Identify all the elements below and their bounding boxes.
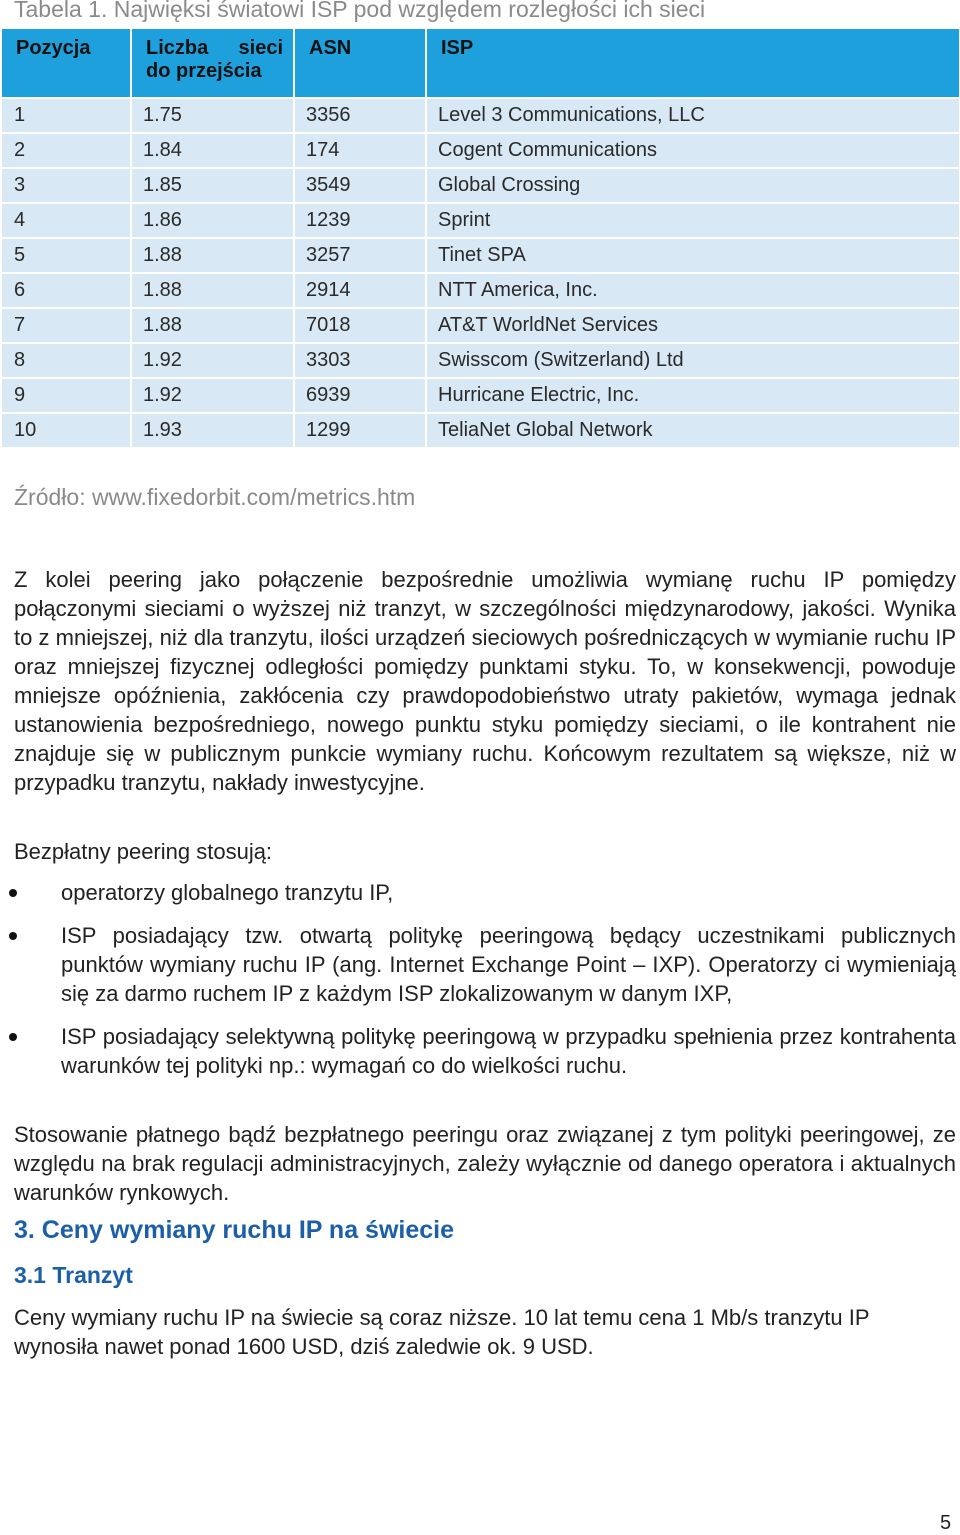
- cell-position: 6: [2, 274, 130, 307]
- table-row: [2, 414, 959, 447]
- subsection-heading: 3.1 Tranzyt: [14, 1262, 133, 1288]
- cell-hops: 1.84: [132, 134, 293, 167]
- header-hops-word1: Liczba: [146, 37, 209, 59]
- header-hops: [132, 29, 293, 97]
- cell-asn: 1239: [295, 204, 425, 237]
- cell-isp: AT&T WorldNet Services: [427, 309, 959, 342]
- header-hops-word2: sieci: [238, 37, 283, 59]
- bullet-icon: [9, 932, 17, 940]
- cell-asn: 3303: [295, 344, 425, 377]
- bullet-icon: [9, 1033, 17, 1041]
- table-row: [2, 134, 959, 167]
- bullet-list: [0, 878, 956, 1094]
- cell-isp: Level 3 Communications, LLC: [427, 99, 959, 132]
- table-row: [2, 274, 959, 307]
- list-item-text: ISP posiadający tzw. otwartą politykę peeringową będący uczestnikami publicznych punktów wymiany ruchu IP (ang. Internet Exchange Point – IXP). Operatorzy ci wymieniają się za darmo ruchem IP z każdym ISP zlokalizowanym w danym IXP,: [61, 923, 956, 1006]
- cell-hops: 1.93: [132, 414, 293, 447]
- cell-position: 7: [2, 309, 130, 342]
- page-number: 5: [940, 1512, 952, 1534]
- list-item: [0, 921, 956, 1008]
- header-hops-line2: do przejścia: [146, 60, 262, 82]
- bullet-icon: [9, 889, 17, 897]
- table-header-row: [2, 29, 959, 97]
- paragraph-transit-prices: Ceny wymiany ruchu IP na świecie są coraz niższe. 10 lat temu cena 1 Mb/s tranzytu IP wynosiła nawet ponad 1600 USD, dziś zaledwie ok. 9 USD.: [14, 1305, 870, 1359]
- list-item-text: operatorzy globalnego tranzytu IP,: [61, 880, 394, 905]
- cell-hops: 1.88: [132, 239, 293, 272]
- cell-position: 4: [2, 204, 130, 237]
- cell-position: 2: [2, 134, 130, 167]
- cell-isp: Swisscom (Switzerland) Ltd: [427, 344, 959, 377]
- cell-isp: TeliaNet Global Network: [427, 414, 959, 447]
- cell-isp: Sprint: [427, 204, 959, 237]
- cell-position: 5: [2, 239, 130, 272]
- table-row: [2, 99, 959, 132]
- header-asn: ASN: [295, 29, 425, 97]
- list-item: [0, 1022, 956, 1080]
- table-row: [2, 204, 959, 237]
- section-heading: 3. Ceny wymiany ruchu IP na świecie: [14, 1216, 455, 1244]
- free-peering-intro: Bezpłatny peering stosują:: [14, 839, 273, 864]
- cell-position: 9: [2, 379, 130, 412]
- cell-isp: Tinet SPA: [427, 239, 959, 272]
- paragraph-peering-policy: Stosowanie płatnego bądź bezpłatnego peeringu oraz związanej z tym polityki peeringowej, ze względu na brak regulacji administracyjnych, zależy wyłącznie od danego operatora i aktualnych warunków rynkowych.: [14, 1122, 956, 1205]
- table-row: [2, 344, 959, 377]
- cell-asn: 1299: [295, 414, 425, 447]
- header-position: Pozycja: [2, 29, 130, 97]
- cell-hops: 1.88: [132, 309, 293, 342]
- cell-asn: 174: [295, 134, 425, 167]
- table-row: [2, 379, 959, 412]
- cell-position: 8: [2, 344, 130, 377]
- cell-isp: Hurricane Electric, Inc.: [427, 379, 959, 412]
- cell-isp: NTT America, Inc.: [427, 274, 959, 307]
- cell-hops: 1.88: [132, 274, 293, 307]
- cell-asn: 3549: [295, 169, 425, 202]
- cell-hops: 1.86: [132, 204, 293, 237]
- header-isp: ISP: [427, 29, 959, 97]
- cell-position: 1: [2, 99, 130, 132]
- cell-isp: Cogent Communications: [427, 134, 959, 167]
- cell-hops: 1.92: [132, 379, 293, 412]
- cell-asn: 3257: [295, 239, 425, 272]
- cell-isp: Global Crossing: [427, 169, 959, 202]
- cell-asn: 2914: [295, 274, 425, 307]
- cell-position: 3: [2, 169, 130, 202]
- cell-hops: 1.85: [132, 169, 293, 202]
- list-item-text: ISP posiadający selektywną politykę peeringową w przypadku spełnienia przez kontrahenta warunków tej polityki np.: wymagań co do wielkości ruchu.: [61, 1024, 956, 1078]
- cell-asn: 6939: [295, 379, 425, 412]
- table-row: [2, 239, 959, 272]
- isp-table: [0, 27, 960, 449]
- table-caption: Tabela 1. Najwięksi światowi ISP pod względem rozległości ich sieci: [14, 0, 706, 22]
- cell-hops: 1.75: [132, 99, 293, 132]
- list-item: [0, 878, 956, 907]
- paragraph-peering: Z kolei peering jako połączenie bezpośrednie umożliwia wymianę ruchu IP pomiędzy połączonymi sieciami o wyższej niż tranzyt, w szczególności międzynarodowy, jakości. Wynika to z mniejszej, niż dla tranzytu, ilości urządzeń sieciowych pośredniczących w wymianie ruchu IP oraz mniejszej fizycznej odległości pomiędzy punktami styku. To, w konsekwencji, powoduje mniejsze opóźnienia, zakłócenia czy prawdopodobieństwo utraty pakietów, wymaga jednak ustanowienia bezpośredniego, nowego punktu styku pomiędzy sieciami, o ile kontrahent nie znajduje się w publicznym punkcie wymiany ruchu. Końcowym rezultatem są większe, niż w przypadku tranzytu, nakłady inwestycyjne.: [14, 567, 956, 795]
- cell-position: 10: [2, 414, 130, 447]
- table-row: [2, 309, 959, 342]
- table-row: [2, 169, 959, 202]
- cell-hops: 1.92: [132, 344, 293, 377]
- cell-asn: 3356: [295, 99, 425, 132]
- table-source: Źródło: www.fixedorbit.com/metrics.htm: [14, 484, 416, 510]
- cell-asn: 7018: [295, 309, 425, 342]
